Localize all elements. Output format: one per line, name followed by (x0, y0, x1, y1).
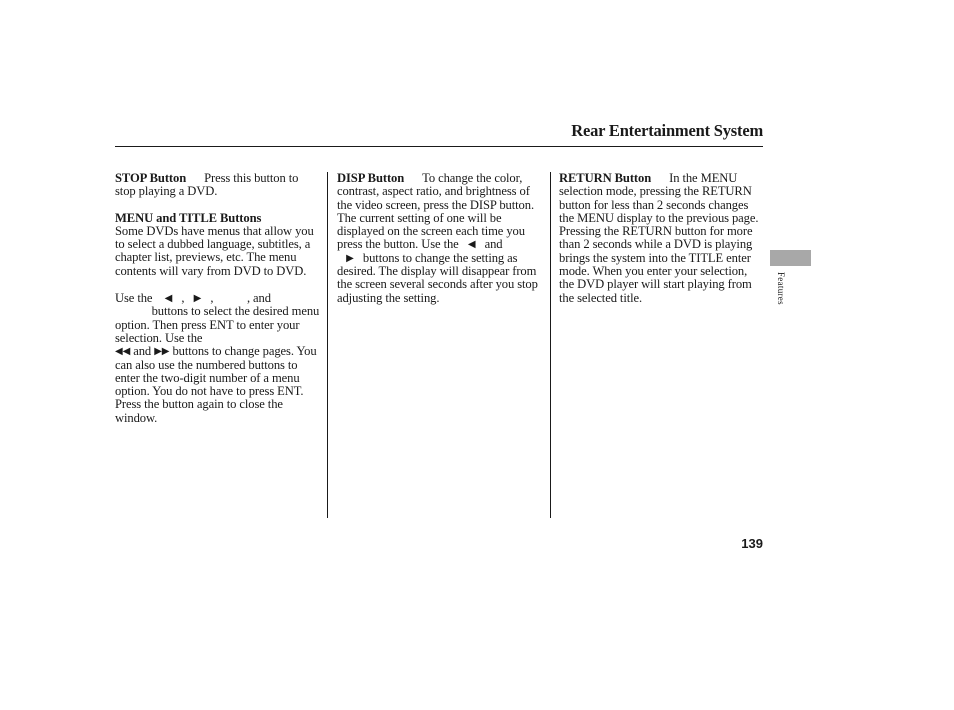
use-text2: buttons to change pages. You can also use the numbered buttons to enter the two-digit number of a menu option. You do not have to press ENT. Press the button again to close the window. (115, 344, 317, 425)
menu-paragraph: Some DVDs have menus that allow you to select a dubbed language, subtitles, a chapter list, previews, etc. The menu contents will vary from DVD to DVD. (115, 223, 314, 278)
use-paragraph (115, 292, 320, 425)
skip-forward-icon: ▶▶ (154, 346, 170, 358)
column-3 (559, 172, 759, 305)
column-divider (550, 172, 551, 518)
use-prefix: Use the (115, 291, 153, 306)
column-divider (327, 172, 328, 518)
stop-text: Press this button to stop playing a DVD. (115, 171, 299, 199)
skip-back-icon: ◀◀ (115, 346, 131, 358)
disp-text: To change the color, contrast, aspect ratio, and brightness of the video screen, press the DISP button. The current setting of one will be displayed on the screen each time you press the button. Use the (337, 171, 534, 252)
left-arrow-icon: ◀ (467, 239, 476, 251)
use-sep2: , (210, 291, 214, 306)
return-paragraph (559, 172, 759, 305)
use-text: buttons to select the desired menu option. Then press ENT to enter your selection. Use the (115, 304, 320, 345)
menu-heading-paragraph (115, 212, 320, 225)
column-2 (337, 172, 545, 305)
disp-text2: buttons to change the setting as desired. The display will disappear from the screen several seconds after you stop adjusting the setting. (337, 250, 538, 305)
right-arrow-icon: ▶ (193, 293, 202, 305)
page-header (115, 121, 763, 147)
right-arrow-icon: ▶ (346, 252, 354, 264)
disp-paragraph (337, 172, 545, 305)
column-1 (115, 172, 320, 425)
page-title: Rear Entertainment System (571, 121, 763, 140)
disp-heading: DISP Button (337, 171, 405, 185)
return-text: In the MENU selection mode, pressing the RETURN button for less than 2 seconds changes the MENU display to the previous page. Pressing the RETURN button for more than 2 seconds while a DVD is playing brings the system into the TITLE enter mode. When you enter your selection, the DVD player will start playing from the selected title. (559, 171, 759, 305)
page-number: 139 (741, 536, 763, 551)
section-tab (770, 250, 811, 266)
use-sep1: , (181, 291, 185, 306)
use-and: , and (246, 291, 271, 306)
return-heading: RETURN Button (559, 171, 652, 185)
and-word: and (133, 344, 152, 359)
and-word: and (484, 237, 503, 252)
menu-heading: MENU and TITLE Buttons (115, 210, 262, 225)
stop-paragraph (115, 172, 320, 199)
stop-heading: STOP Button (115, 171, 187, 185)
left-arrow-icon: ◀ (164, 293, 173, 305)
section-label: Features (776, 272, 786, 305)
